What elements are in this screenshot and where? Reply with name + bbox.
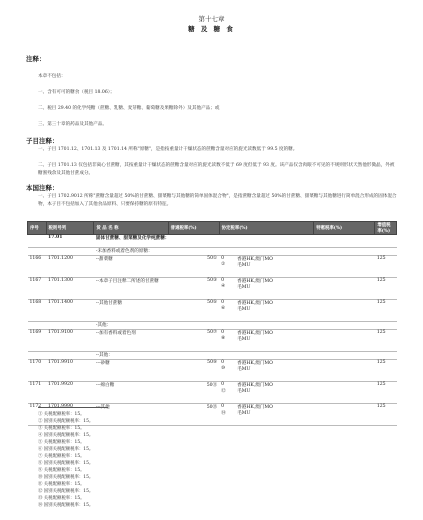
desc-cell: ---砂糖 xyxy=(94,360,168,382)
seq-cell: 1166 xyxy=(28,256,47,278)
code-cell: 1701.9920 xyxy=(46,382,94,404)
subheading-note-item: 二、子目 1701.13 仅包括非离心甘蔗糖，其按重量计干燥状态的蔗糖含量对应的旋光读数不低于 69 度但低于 93 度。该产品仅含肉眼不可见的不规则形状天然他形微晶，外被糖蜜残余及其他甘蔗成分。 xyxy=(38,163,395,176)
vat-rate-cell: 125 xyxy=(375,278,397,300)
special-rate-cell xyxy=(314,382,375,404)
desc-cell: ---绵白糖 xyxy=(94,382,168,404)
footnote: ⑤ 关税配额税率：15。 xyxy=(38,440,85,445)
vat-rate-cell: 125 xyxy=(375,330,397,352)
table-row xyxy=(28,256,397,278)
conventional-rate-cell xyxy=(219,404,314,426)
rate-value: ⑧ xyxy=(221,336,226,341)
subgroup-label: -其他： xyxy=(94,322,397,330)
rate-value: 0 xyxy=(221,300,225,305)
rate-value: 0 xyxy=(221,330,225,335)
conventional-rate-cell xyxy=(219,278,314,300)
seq-cell: 1167 xyxy=(28,278,47,300)
rate-value: ④ xyxy=(221,284,226,289)
rate-region: 香港HK,澳门MO xyxy=(237,331,273,336)
footnote: ⑭ 国别关税配额税率：15。 xyxy=(38,503,94,508)
subgroup-row xyxy=(28,248,397,256)
general-rate-cell: 50③ xyxy=(168,278,219,300)
heading-code: 17.01 xyxy=(46,235,94,248)
seq-cell: 1172 xyxy=(28,404,47,426)
special-rate-cell xyxy=(314,278,375,300)
column-header: 普通税率(%) xyxy=(168,222,219,235)
subgroup-row xyxy=(28,322,397,330)
rate-region: 香港HK,澳门MO xyxy=(237,405,273,410)
rate-region: 香港HK,澳门MO xyxy=(237,301,273,306)
table-row xyxy=(28,330,397,352)
footnote: ⑫ 国别关税配额税率：15。 xyxy=(38,489,94,494)
code-cell: 1701.9910 xyxy=(46,360,94,382)
column-header: 货 品 名 称 xyxy=(94,222,168,235)
general-rate-cell: 50① xyxy=(168,256,219,278)
footnote: ④ 国别关税配额税率：15。 xyxy=(38,433,94,438)
table-row xyxy=(28,382,397,404)
general-rate-cell: 50⑪ xyxy=(168,382,219,404)
column-header: 增值税率(%) xyxy=(375,222,397,235)
rate-value: ② xyxy=(221,262,226,267)
rate-value: ⑩ xyxy=(221,366,226,371)
note-item: 三、第三十章的药品及其他产品。 xyxy=(38,122,107,127)
code-cell: 1701.1400 xyxy=(46,300,94,322)
special-rate-cell xyxy=(314,360,375,382)
column-header: 序号 xyxy=(28,222,47,235)
rate-value: 0 xyxy=(221,278,225,283)
rate-region: 毛MU xyxy=(237,367,251,372)
rate-region: 毛MU xyxy=(237,337,251,342)
footnote: ⑩ 国别关税配额税率：15。 xyxy=(38,475,94,480)
chapter-number: 第十七章 xyxy=(198,15,225,23)
conventional-rate-cell xyxy=(219,360,314,382)
code-cell: 1701.1200 xyxy=(46,256,94,278)
footnote: ⑬ 关税配额税率：15。 xyxy=(38,496,85,501)
rate-value: 0 xyxy=(221,256,225,261)
column-header: 协定税率(%) xyxy=(219,222,314,235)
vat-rate-cell: 125 xyxy=(375,300,397,322)
vat-rate-cell: 125 xyxy=(375,360,397,382)
rate-value: ⑭ xyxy=(221,411,226,416)
subheading-note-item: 一、子目 1701.12、1701.13 及 1701.14 所称"原糖"，是指按重量计干燥状态的蔗糖含量对应的旋光读数低于 99.5 度的糖。 xyxy=(38,147,298,152)
subheading-notes-heading: 子目注释： xyxy=(26,137,59,145)
rate-region: 毛MU xyxy=(237,307,251,312)
conventional-rate-cell xyxy=(219,256,314,278)
desc-cell: ---其他 xyxy=(94,404,168,426)
general-rate-cell: 50⑨ xyxy=(168,360,219,382)
conventional-rate-cell xyxy=(219,382,314,404)
vat-rate-cell: 125 xyxy=(375,256,397,278)
rate-value: ⑫ xyxy=(221,389,226,394)
vat-rate-cell: 125 xyxy=(375,382,397,404)
rate-region: 毛MU xyxy=(237,263,251,268)
table-header-row xyxy=(28,222,397,235)
rate-region: 香港HK,澳门MO xyxy=(237,279,273,284)
footnote: ③ 关税配额税率：15。 xyxy=(38,426,85,431)
rate-region: 香港HK,澳门MO xyxy=(237,257,273,262)
footnote: ② 国别关税配额税率：15。 xyxy=(38,419,94,424)
special-rate-cell xyxy=(314,256,375,278)
national-notes-heading: 本国注释： xyxy=(26,184,59,192)
rate-region: 毛MU xyxy=(237,285,251,290)
subgroup-label: --其他： xyxy=(94,352,397,360)
conventional-rate-cell xyxy=(219,300,314,322)
rate-region: 香港HK,澳门MO xyxy=(237,361,273,366)
general-rate-cell: 50⑬ xyxy=(168,404,219,426)
footnote: ⑪ 关税配额税率：15。 xyxy=(38,482,85,487)
special-rate-cell xyxy=(314,404,375,426)
subgroup-row xyxy=(28,352,397,360)
desc-cell: --本章子目注释二所述的甘蔗糖 xyxy=(94,278,168,300)
special-rate-cell xyxy=(314,330,375,352)
footnote: ① 关税配额税率：15。 xyxy=(38,412,85,417)
desc-cell: --其他甘蔗糖 xyxy=(94,300,168,322)
general-rate-cell: 50⑦ xyxy=(168,330,219,352)
footnote: ⑧ 国别关税配额税率：15。 xyxy=(38,461,94,466)
code-cell: 1701.9100 xyxy=(46,330,94,352)
seq-cell: 1171 xyxy=(28,382,47,404)
rate-value: 0 xyxy=(221,382,225,387)
note-item: 二、税目 29.40 的化学纯糖（蔗糖、乳糖、麦芽糖、葡萄糖及果糖除外）及其他产品；或 xyxy=(38,106,220,111)
footnote: ⑥ 国别关税配额税率：15。 xyxy=(38,447,94,452)
footnote-divider xyxy=(38,407,108,408)
subgroup-label: -未加香料或着色剂的原糖： xyxy=(94,248,397,256)
notes-heading: 注释： xyxy=(26,55,46,63)
seq-cell: 1170 xyxy=(28,360,47,382)
notes-intro: 本章不包括： xyxy=(38,74,66,79)
column-header: 税则号列 xyxy=(46,222,94,235)
rate-region: 毛MU xyxy=(237,411,251,416)
code-cell: 1701.1300 xyxy=(46,278,94,300)
conventional-rate-cell xyxy=(219,330,314,352)
table-row xyxy=(28,360,397,382)
rate-region: 毛MU xyxy=(237,389,251,394)
national-note-item: 一、子目 1702.9012 所称"蔗糖含量超过 50%的甘蔗糖、甜菜糖与其他糖的简单固体混合物"，是指蔗糖含量超过 50%的甘蔗糖、甜菜糖与其他糖进行简单混合形成的固体混合物，本子目不包括加入了其他食品原料、只要保持糖的原有特征。 xyxy=(38,194,397,207)
column-header: 特惠税率(%) xyxy=(314,222,375,235)
footnote: ⑦ 关税配额税率：15。 xyxy=(38,454,85,459)
desc-cell: --加有香料或着色剂 xyxy=(94,330,168,352)
rate-value: 0 xyxy=(221,404,225,409)
table-row xyxy=(28,300,397,322)
heading-description: 固体甘蔗糖、甜菜糖及化学纯蔗糖： xyxy=(94,235,397,248)
rate-region: 香港HK,澳门MO xyxy=(237,383,273,388)
table-row xyxy=(28,278,397,300)
seq-cell: 1169 xyxy=(28,330,47,352)
footnote: ⑨ 关税配额税率：15。 xyxy=(38,468,85,473)
vat-rate-cell: 125 xyxy=(375,404,397,426)
heading-row xyxy=(28,235,397,248)
rate-value: 0 xyxy=(221,360,225,365)
general-rate-cell: 50⑤ xyxy=(168,300,219,322)
desc-cell: --甜菜糖 xyxy=(94,256,168,278)
code-cell: 1701.9990 xyxy=(46,404,94,426)
special-rate-cell xyxy=(314,300,375,322)
tariff-table xyxy=(27,221,397,426)
seq-cell: 1168 xyxy=(28,300,47,322)
note-item: 一、含有可可的糖食（税目 18.06）； xyxy=(38,90,115,95)
rate-value: ⑥ xyxy=(221,306,226,311)
chapter-title: 糖 及 糖 食 xyxy=(188,25,235,33)
